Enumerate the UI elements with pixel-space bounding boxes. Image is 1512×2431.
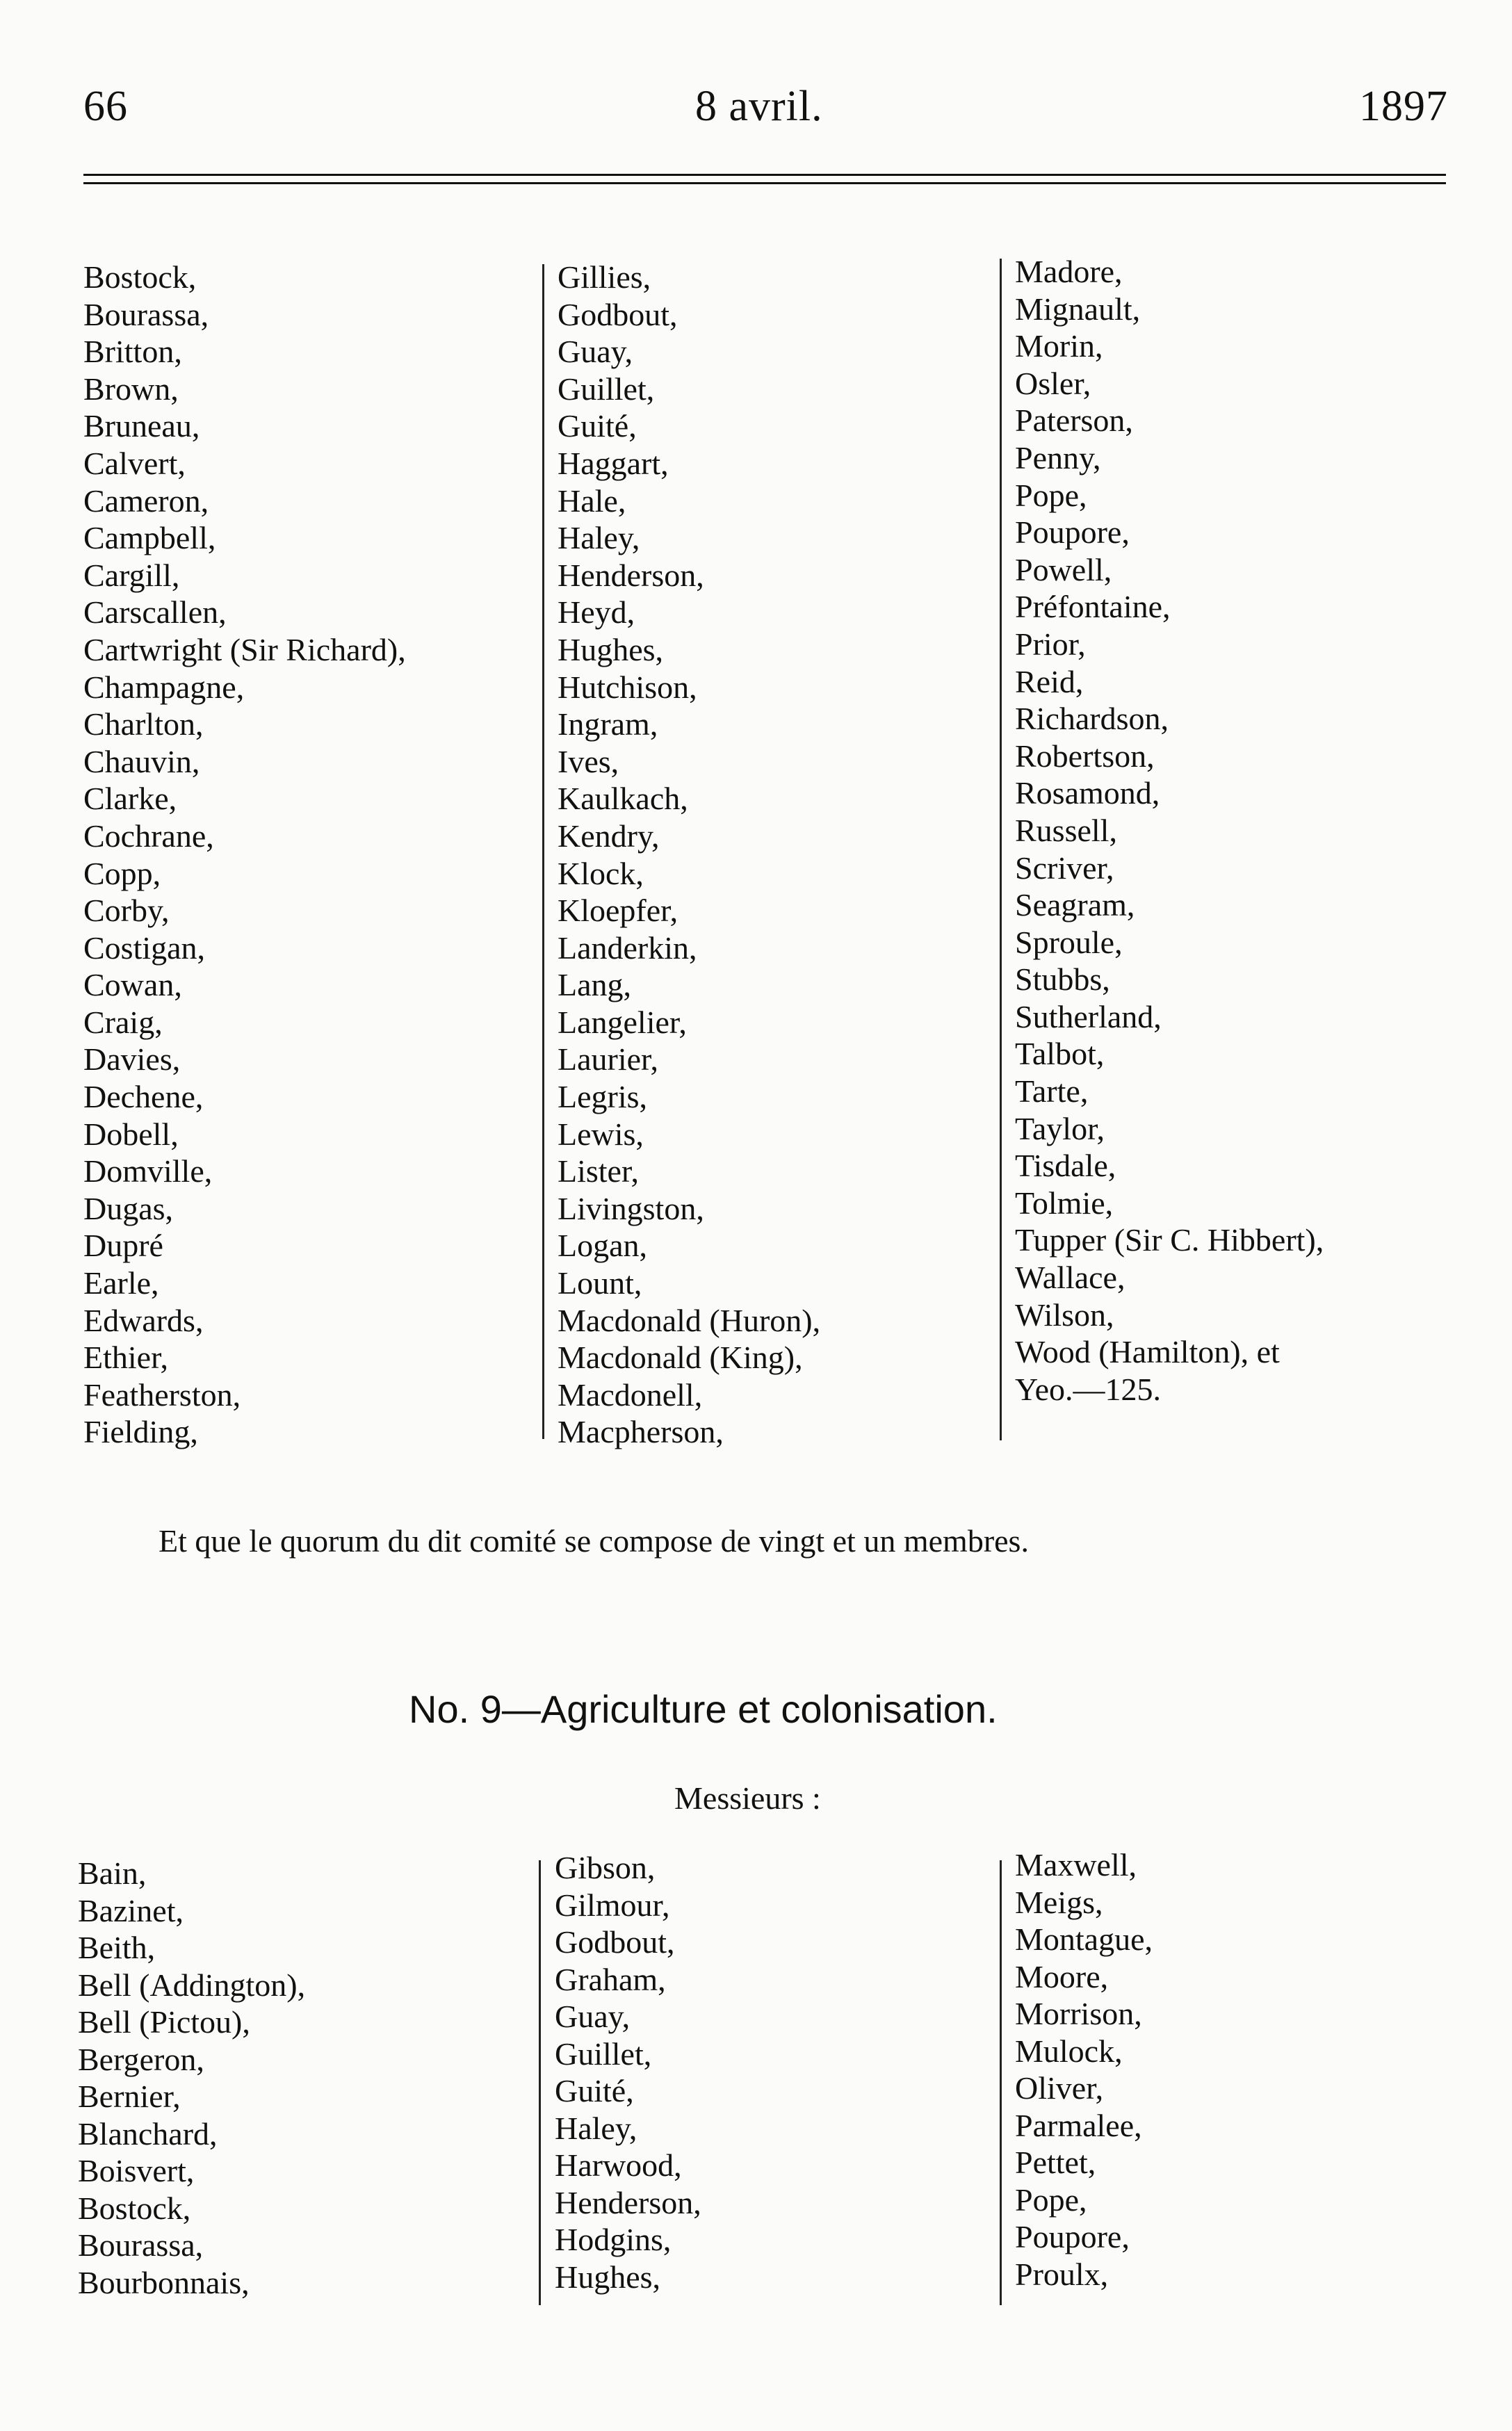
member-name: Lang, (558, 967, 632, 1003)
member-name: Logan, (558, 1228, 648, 1264)
member-name: Bergeron, (78, 2041, 204, 2077)
member-name: Hale, (558, 482, 626, 519)
member-name: Mulock, (1015, 2033, 1123, 2069)
member-name: Reid, (1015, 663, 1084, 699)
member-name: Talbot, (1015, 1036, 1105, 1072)
member-name: Gillies, (558, 259, 651, 295)
member-name: Craig, (83, 1004, 163, 1040)
member-name: Hodgins, (555, 2222, 672, 2257)
member-name: Henderson, (555, 2184, 701, 2220)
member-name: Meigs, (1015, 1884, 1103, 1920)
column-divider (1000, 1860, 1002, 2305)
committee1-column-1 (83, 259, 406, 1451)
member-name: Powell, (1015, 551, 1112, 587)
member-name: Legris, (558, 1079, 648, 1115)
member-name: Guité, (555, 2073, 634, 2108)
member-name: Bostock, (78, 2190, 191, 2226)
member-name: Kendry, (558, 818, 660, 854)
member-name: Scriver, (1015, 849, 1114, 886)
member-name: Pope, (1015, 477, 1087, 513)
member-name: Bell (Addington), (78, 1967, 306, 2003)
member-name: Godbout, (555, 1924, 675, 1960)
member-name: Landerkin, (558, 929, 697, 966)
member-name: Guillet, (558, 371, 655, 407)
member-name: Haggart, (558, 445, 669, 481)
header-rule-bottom (83, 182, 1446, 184)
member-name: Bourassa, (78, 2227, 204, 2263)
member-name: Pettet, (1015, 2145, 1096, 2180)
member-name: Charlton, (83, 706, 204, 742)
header-rule-top (83, 174, 1446, 176)
member-name: Blanchard, (78, 2115, 218, 2152)
member-name: Earle, (83, 1265, 159, 1301)
member-name: Pope, (1015, 2181, 1087, 2218)
member-name: Laurier, (558, 1041, 659, 1078)
member-name: Guay, (555, 1999, 631, 2034)
member-name: Britton, (83, 334, 182, 370)
member-name: Campbell, (83, 520, 216, 556)
member-name: Paterson, (1015, 403, 1133, 439)
member-name: Kaulkach, (558, 781, 688, 817)
member-name: Kloepfer, (558, 893, 678, 929)
member-name: Haley, (558, 520, 640, 556)
member-name: Morin, (1015, 328, 1103, 364)
member-name: Gibson, (555, 1850, 656, 1885)
member-name: Cameron, (83, 482, 209, 519)
member-name: Beith, (78, 1930, 156, 1965)
member-name: Calvert, (83, 445, 186, 481)
member-name: Chauvin, (83, 743, 200, 779)
member-name: Brown, (83, 371, 179, 407)
member-name: Bourassa, (83, 296, 209, 332)
member-name: Madore, (1015, 254, 1123, 289)
member-name: Russell, (1015, 812, 1117, 848)
column-divider (542, 264, 544, 1439)
column-divider (1000, 259, 1002, 1440)
member-name: Lister, (558, 1153, 639, 1189)
member-name: Graham, (555, 1961, 666, 1997)
member-name: Poupore, (1015, 514, 1130, 551)
section-column-2 (555, 1849, 701, 2295)
member-name: Henderson, (558, 557, 704, 593)
member-name: Moore, (1015, 1958, 1109, 1994)
member-name: Champagne, (83, 669, 245, 705)
member-name: Taylor, (1015, 1110, 1105, 1146)
section-column-3 (1015, 1846, 1153, 2293)
member-name: Bernier, (78, 2079, 181, 2114)
member-name: Gilmour, (555, 1887, 670, 1923)
member-name: Corby, (83, 893, 170, 929)
section-column-1 (78, 1855, 305, 2301)
member-name: Fielding, (83, 1414, 198, 1450)
member-name: Bostock, (83, 259, 197, 295)
committee1-column-3 (1015, 253, 1324, 1408)
member-name: Wallace, (1015, 1260, 1125, 1296)
section-title: No. 9—Agriculture et colonisation. (409, 1687, 998, 1731)
member-name: Cochrane, (83, 818, 214, 854)
member-name: Carscallen, (83, 594, 227, 631)
member-name: Yeo.—125. (1015, 1371, 1162, 1407)
member-name: Rosamond, (1015, 775, 1160, 811)
member-name: Hughes, (555, 2259, 661, 2295)
section-subheading: Messieurs : (674, 1780, 821, 1816)
member-name: Tarte, (1015, 1073, 1089, 1109)
column-divider (539, 1860, 541, 2305)
member-name: Poupore, (1015, 2219, 1130, 2254)
member-name: Penny, (1015, 439, 1101, 475)
member-name: Robertson, (1015, 738, 1155, 774)
member-name: Tupper (Sir C. Hibbert), (1015, 1222, 1324, 1258)
member-name: Harwood, (555, 2147, 682, 2183)
member-name: Boisvert, (78, 2153, 195, 2188)
member-name: Langelier, (558, 1004, 687, 1040)
member-name: Copp, (83, 855, 161, 891)
quorum-sentence: Et que le quorum du dit comité se compose de vingt et un membres. (158, 1523, 1029, 1559)
member-name: Dugas, (83, 1190, 174, 1226)
member-name: Cargill, (83, 557, 180, 593)
member-name: Sutherland, (1015, 998, 1162, 1034)
member-name: Macpherson, (558, 1414, 724, 1450)
member-name: Cartwright (Sir Richard), (83, 631, 406, 667)
member-name: Clarke, (83, 781, 177, 817)
member-name: Osler, (1015, 365, 1091, 401)
member-name: Dechene, (83, 1079, 204, 1115)
member-name: Oliver, (1015, 2070, 1104, 2106)
page-year: 1897 (1359, 83, 1448, 130)
member-name: Macdonald (Huron), (558, 1302, 821, 1338)
member-name: Davies, (83, 1041, 181, 1078)
member-name: Hughes, (558, 631, 664, 667)
member-name: Bain, (78, 1855, 147, 1891)
member-name: Stubbs, (1015, 961, 1110, 998)
member-name: Macdonell, (558, 1376, 703, 1413)
member-name: Tolmie, (1015, 1185, 1114, 1221)
member-name: Bazinet, (78, 1892, 184, 1928)
member-name: Macdonald (King), (558, 1340, 803, 1376)
member-name: Lewis, (558, 1116, 644, 1152)
member-name: Heyd, (558, 594, 635, 631)
member-name: Cowan, (83, 967, 182, 1003)
member-name: Guillet, (555, 2035, 652, 2072)
member-name: Hutchison, (558, 669, 697, 705)
page-number: 66 (83, 83, 128, 130)
member-name: Ives, (558, 743, 619, 779)
member-name: Morrison, (1015, 1996, 1142, 2031)
member-name: Lount, (558, 1265, 642, 1301)
member-name: Proulx, (1015, 2256, 1109, 2292)
member-name: Bruneau, (83, 408, 200, 444)
member-name: Tisdale, (1015, 1148, 1116, 1184)
member-name: Edwards, (83, 1302, 204, 1338)
member-name: Costigan, (83, 929, 206, 966)
member-name: Domville, (83, 1153, 213, 1189)
member-name: Montague, (1015, 1921, 1153, 1957)
member-name: Guay, (558, 334, 633, 370)
member-name: Richardson, (1015, 701, 1169, 737)
member-name: Wood (Hamilton), et (1015, 1334, 1280, 1370)
member-name: Maxwell, (1015, 1847, 1137, 1883)
member-name: Godbout, (558, 296, 678, 332)
member-name: Wilson, (1015, 1296, 1114, 1333)
page-date: 8 avril. (695, 83, 823, 130)
member-name: Bourbonnais, (78, 2264, 250, 2300)
member-name: Parmalee, (1015, 2107, 1142, 2143)
member-name: Guité, (558, 408, 637, 444)
member-name: Featherston, (83, 1376, 241, 1413)
member-name: Ethier, (83, 1340, 169, 1376)
member-name: Dupré (83, 1228, 163, 1264)
member-name: Dobell, (83, 1116, 179, 1152)
member-name: Klock, (558, 855, 644, 891)
member-name: Prior, (1015, 626, 1086, 662)
member-name: Bell (Pictou), (78, 2004, 250, 2040)
member-name: Haley, (555, 2110, 637, 2146)
member-name: Mignault, (1015, 291, 1141, 327)
member-name: Ingram, (558, 706, 658, 742)
committee1-column-2 (558, 259, 820, 1451)
member-name: Livingston, (558, 1190, 704, 1226)
member-name: Seagram, (1015, 887, 1135, 923)
member-name: Préfontaine, (1015, 589, 1171, 625)
member-name: Sproule, (1015, 924, 1123, 960)
